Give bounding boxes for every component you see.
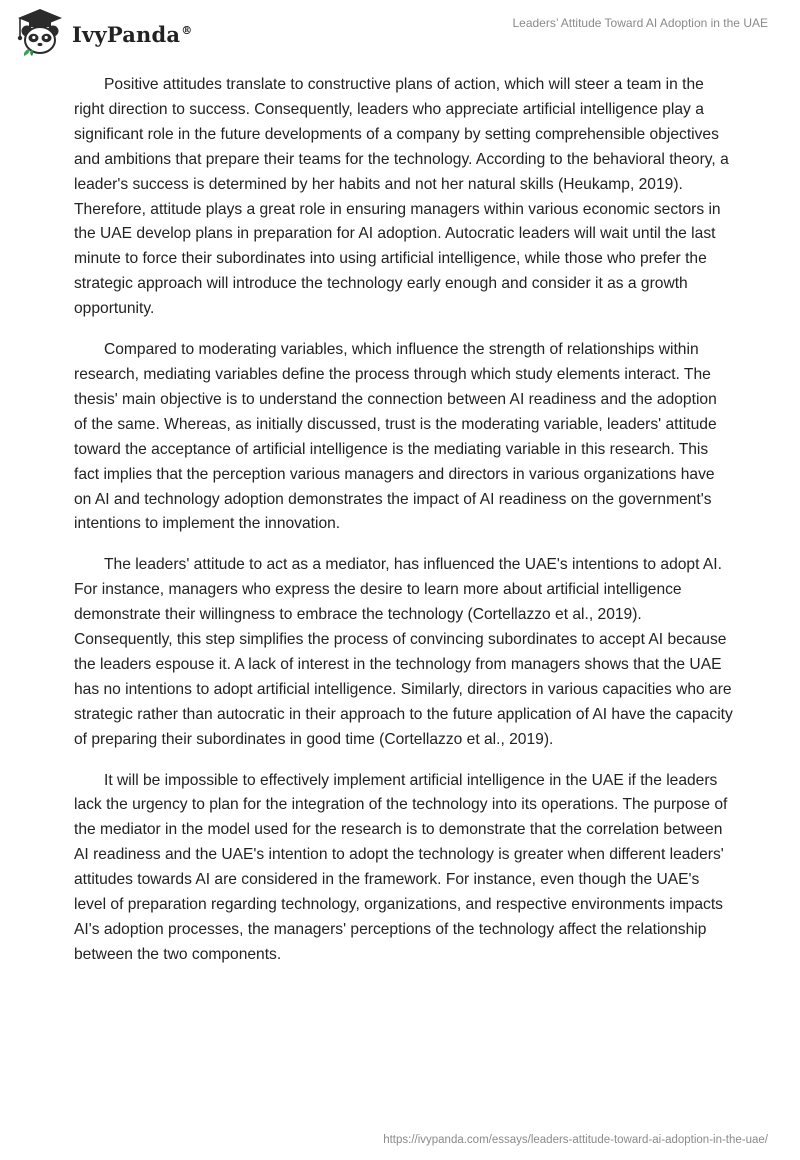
paragraph-1: Positive attitudes translate to constructive plans of action, which will steer a team in the right direction to success. Consequently, leaders who appreciate artificial intelligence play a significant role in the future developments of a company by setting comprehensible objectives and ambitions that prepare their teams for the technology. According to the behavioral theory, a leader's success is determined by her habits and not her natural skills (Heukamp, 2019). Therefore, attitude plays a great role in ensuring managers within various economic sectors in the UAE develop plans in preparation for AI adoption. Autocratic leaders will wait until the last minute to force their subordinates into using artificial intelligence, while those who prefer the strategic approach will introduce the technology early enough and consider it as a growth opportunity. bbox=[74, 76, 729, 318]
logo-text: IvyPanda® bbox=[72, 21, 193, 47]
source-url[interactable]: https://ivypanda.com/essays/leaders-attitude-toward-ai-adoption-in-the-uae/ bbox=[383, 1134, 768, 1146]
page-header bbox=[0, 0, 800, 60]
registered-mark: ® bbox=[181, 23, 193, 37]
panda-graduate-icon bbox=[14, 8, 66, 56]
essay-body bbox=[74, 73, 734, 984]
ivypanda-logo[interactable] bbox=[14, 8, 192, 56]
paragraph-4: It will be impossible to effectively implement artificial intelligence in the UAE if the leaders lack the urgency to plan for the integration of the technology into its operations. The purpose of the mediator in the model used for the research is to demonstrate that the correlation between AI readiness and the UAE's intention to adopt the technology is greater when different leaders' attitudes towards AI are considered in the framework. For instance, even though the UAE's level of preparation regarding technology, organizations, and respective environments impacts AI's adoption processes, the managers' perceptions of the technology affect the relationship between the two components. bbox=[74, 771, 728, 963]
paragraph-3: The leaders' attitude to act as a mediator, has influenced the UAE's intentions to adopt AI. For instance, managers who express the desire to learn more about artificial intelligence demonstrate their willingness to embrace the technology (Cortellazzo et al., 2019). Consequently, this step simplifies the process of convincing subordinates to accept AI because the leaders espouse it. A lack of interest in the technology from managers shows that the UAE has no intentions to adopt artificial intelligence. Similarly, directors in various capacities who are strategic rather than autocratic in their approach to the future application of AI have the capacity of preparing their subordinates in good time (Cortellazzo et al., 2019). bbox=[74, 556, 733, 748]
document-title: Leaders’ Attitude Toward AI Adoption in the UAE bbox=[512, 16, 768, 30]
paragraph-2: Compared to moderating variables, which influence the strength of relationships within research, mediating variables define the process through which study elements interact. The thesis' main objective is to understand the connection between AI readiness and the adoption of the same. Whereas, as initially discussed, trust is the moderating variable, leaders' attitude toward the acceptance of artificial intelligence is the mediating variable in this research. This fact implies that the perception various managers and directors in various organizations have on AI and technology adoption demonstrates the impact of AI readiness on the government's intentions to implement the innovation. bbox=[74, 341, 717, 533]
